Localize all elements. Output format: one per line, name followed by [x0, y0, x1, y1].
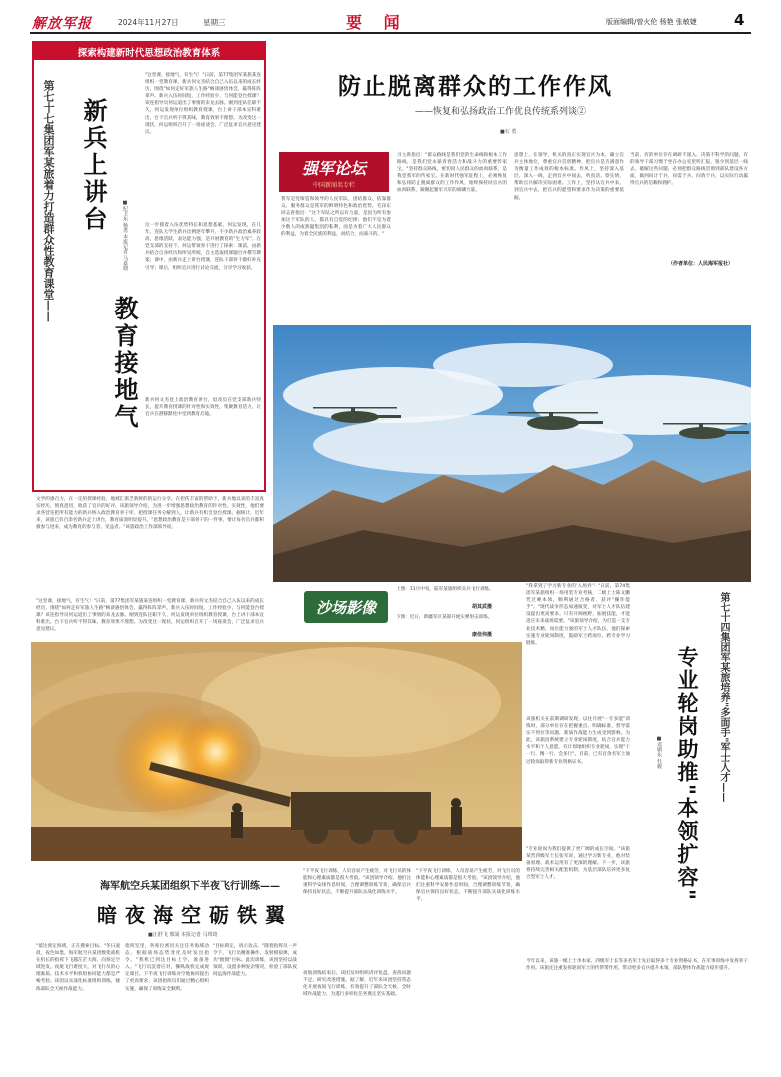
story1-body-col1: "这堂课，接地气，有生气！"日前，第77集团军某旅某连组织一堂教育课，新兵何文杰结合自己入伍以来的成长经历，围绕"如何走好军旅人生路"畅谈感悟体会，赢得阵阵掌声。新兵入伍时间短，工作经验少，与何能登台授课？该连指导员何运道出了事情的来龙去脉。刚到连队任职不久，何运发现单位组织教育授课，台上讲干部本宣科难出，台下官兵听不得其味，教育效果不理想。为改变这一现状，何运组织召开了一场座谈会，广泛征求官兵意见建议。 — [145, 73, 261, 135]
story4-body-col2: 指挥室里，各席位密切关注任务海域动态，根据战场态势变化及时发出指令。"我机已到达目标上空，准备进入。"飞行员沉着应对，操纵战机完成规定课目。下半夜飞行训练对空地协同提出了更高要求，该团指挥员们通过精心组织实施，确保了训练安全顺利。 — [125, 944, 209, 992]
story3-byline: ■邓朝东 杜毅 — [656, 736, 662, 769]
helicopter-photo — [273, 325, 751, 582]
story2-subtitle: ——恢复和弘扬政治工作优良传统系列谈② — [415, 107, 587, 117]
column-logo-sub: 中国新闻名专栏 — [312, 182, 355, 189]
story4-body-col4: "下半夜飞行训练，人员容易产生疲劳，对飞行员的体能和心理素质都是很大考验。"该团领导介绍，他们注重科学安排作息时间，合理调整训练节奏，确保官兵保持良好状态，不断提升部队实战化训练水平。 — [303, 869, 411, 896]
story2-body-col2: 习主席指出："群众路线是我们党的生命线和根本工作路线，是我们党永葆青春活力和战斗力的重要传家宝。"坚持群众路线，密切同人民群众的血肉联系，是我党我军的传家宝。在新时代强军征程上，必须恢复和弘扬防止脱离群众的工作作风，始终保持同官兵的血肉联系，凝聚起强军兴军的磅礴力量。 — [397, 153, 507, 194]
story1-headline-a: 新兵上讲台 — [79, 98, 108, 233]
story1-body-col2: 这一步摸着入伍优势特长和思想基础，何运发现，在几年，连队大学生新兵比例逐年攀升，不少新兵政治素养较高，思维活跃，表达能力强，是开展教育的"生力军"。在党支部的支持下，何运带领骨干进行了探索：课前，由新兵结合自身经历和所见所闻，自主选取授课题目并撰写教案；课中，由新兵走上讲台授课，连队干部骨干做好补充引导；课后，组织官兵进行讨论交流，分享学习收获。 — [145, 223, 261, 271]
artillery-photo — [31, 642, 522, 861]
story1-headline-b: 教育接地气 — [110, 296, 139, 431]
story4-body-col6: "下半夜飞行训练，人员容易产生疲劳，对飞行员的体能和心理素质都是很大考验。"该团领导介绍，他们注重科学安排作息时间，合理调整训练节奏，确保官兵保持良好状态，不断提升部队实战化训练水平。 — [416, 869, 520, 903]
story2-author: （作者单位：人民海军报社） — [668, 261, 734, 267]
column-logo — [279, 152, 389, 192]
issue-date: 2024年11月27日 — [118, 18, 179, 27]
issue-weekday: 星期三 — [203, 18, 226, 27]
story1-bottom-text: 文学的感召力，在一定的授课经验，地域汇渐乏新鲜的的运行分享。在担伤丰富的帮助下，新兵地以来的丰富真实经历，情真意切，收获了官兵的好评。该旅领导介绍，为进一步增强思想政治教育的针对性、实效性，他们要求各营连把所有能力的新兵纳入政治教育骨干库，把授课任务分解到人，让新兵有机会登台授课。据统计，近年来，该旅已有百余名新兵走上讲台，教育质效明显提升。"思想政治教育是干部骨干的一件事，要让每名官兵都积极参与进来，成为教育的参与者、受益者。"该旅政治工作部领导说。 — [36, 497, 264, 531]
story3-bottom-text: 今年以来，该旅一级上士李本家、四级军士长等多名军士先后取得多个专业资格证书，在军事训练中发挥骨干作用。该旅还注重发挥轮岗军士的传帮带作用，带动更多官兵提升本领，部队整体作战能力稳步提升。 — [526, 959, 748, 972]
story3-body-col2: 该旅机关在前期调研发现，以往开展"一专多能"训练时，部分单位存在把握重点、明确标准、督导落实不到位等问题，新质作战能力生成受到影响。为此，该旅因系统建立专业轮岗制度，结合官兵能力水平和个人意愿，有计划地组织专业轮岗，实现"干一行、精一行、会多行"。目前，已有百余名军士通过轮岗取得新专业资格证书。 — [526, 717, 630, 765]
heli-caption: 上图：11月中旬，陆军某旅组织实兵飞行训练。 — [396, 587, 494, 592]
newspaper-logo: 解放军报 — [32, 16, 92, 32]
story3-body-col3: "专业轮岗为我们提供了更广阔的成长空间。"该旅某营四级军士长张军说，通过学习新专业，他对装备原理、战术运用有了更深的理解。下一步，该旅将持续完善相关配套机制，为基层部队培养更多复合型军士人才。 — [526, 847, 630, 881]
page-number: 4 — [734, 11, 745, 29]
story4-body-col1: "抵达预定海域，正在搜索目标。"冬日凌晨，夜色如墨，海军航空兵某团数架战机在机长的指挥下飞越茫茫大海，向预定空域进发。夜航飞行难度大，对飞行员的心理素质、技术水平和机组协同能力都是严峻考验。该团以实战化标准组织训练，锤炼部队全天候作战能力。 — [36, 944, 120, 992]
story4-headline: 暗夜海空砺铁翼 — [97, 903, 293, 927]
story3-body-col1: "我拿到了学习新专业的'入场券'！"日前，第74集团军某旅组织一场用装专业考核，二级上士陈文鹏凭过硬本领，顺利通过合格者，获评"操作能手"。"现代战争形态加速演变，对军士人才队伍建设提出更高要求。只有开阔视野、拓展技能，才能适应未来战场需要。"该旅领导介绍，为打造一支专业技术精、岗位能力强的军士人才队伍，他们探索实施专业轮岗制度，鼓励军士跨岗位、跨专业学习锻炼。 — [526, 584, 630, 646]
story2-body-col1: 我军是党缔造和领导的人民军队，团结群众、依靠群众、服务群众是我军的鲜明特色和政治优势。毛泽东同志曾指出："这个军队之所以有力量，是因为所有参加这个军队的人，都具有自觉的纪律；他们不是为着少数人的或狭隘集团的私利，而是为着广大人民群众的利益，为着全民族的利益，而结合，而战斗的。" — [281, 197, 391, 238]
story2-body-col4: 当前，有的单位存在调研不深入、决策不科学的问题，有的领导干部习惯于坐在办公室里听汇报，很少到基层一线去。破解这些问题，必须把群众路线贯彻到部队建设各方面，做到问计于兵、问需于兵、问效于兵，以实际行动赢得官兵的信赖和拥护。 — [630, 153, 748, 187]
artillery-caption: 下图：近日，新疆军区某部开展实弹射击训练。 — [396, 615, 493, 620]
section-banner-text: 探索构建新时代思想政治教育体系 — [77, 48, 221, 59]
artillery-credit: 康佳伟摄 — [472, 632, 493, 638]
masthead-rule — [30, 32, 751, 34]
heli-credit: 胡其武摄 — [472, 604, 493, 610]
story1-body-col3: 新兵何文杰登上政治教育讲台，退改员在党支部新兵特长，提升教育授课的针对性和实效性，集聚教育活力，让官兵在潜移默化中受到教育启迪。 — [145, 398, 261, 418]
shachang-logo-text: 沙场影像 — [315, 599, 376, 617]
story3-kicker: 第七十四集团军某旅培养"多面手"军士人才—— — [718, 592, 729, 803]
story4-body-col3: "目标锁定，请示攻击。"随着指挥员一声令下，飞行员精准操作，发射模拟弹，成功"摧毁"目标。此次训练，该团坚持以战领训，设置多种复杂情况，检验了部队夜间远海作战能力。 — [213, 944, 297, 978]
story3-headline: 专业轮岗助推"本领扩容" — [675, 646, 700, 902]
column-logo-main: 强军论坛 — [301, 159, 366, 178]
story1-byline: ■纪卫东 杨勇 本报记者 马嘉瑭 — [122, 200, 128, 271]
story1-lower-text: "这堂课，接地气，有生气！"日前，第77集团军某旅某连组织一堂教育课，新兵何文杰结合自己入伍以来的成长经历，围绕"如何走好军旅人生路"畅谈感悟体会，赢得阵阵掌声。新兵入伍时间短，工作经验少，与何能登台授课？该连指导员何运道出了事情的来龙去脉。刚到连队任职不久，何运发现单位组织教育授课，台上讲干部本宣科难出，台下官兵听不得其味，教育效果不理想。为改变这一现状，何运组织召开了一场座谈会，广泛征求官兵意见建议。 — [36, 599, 264, 633]
section-title: 要 闻 — [346, 13, 408, 32]
story4-kicker: 海军航空兵某团组织下半夜飞行训练—— — [100, 881, 280, 892]
story2-title: 防止脱离群众的工作作风 — [338, 73, 613, 100]
page-editors: 版面编辑/曾火伦 杨艳 张敏婕 — [606, 18, 697, 26]
story4-body-col5: 夜航训练结束后，该团及时组织讲评复盘，查找问题不足，研究改进措施。据了解，近年来该团坚持常态化开展夜间飞行训练，有效提升了部队全天候、全时域作战能力，为遂行多样化任务奠定坚实基础。 — [303, 971, 411, 998]
story2-byline: ■石 勇 — [500, 129, 517, 135]
story2-body-col3: 思想上，在领导、机关的真正实现官兵为本，确立官兵主体地位，尊重官兵首创精神，把官兵是否满意作为衡量工作成效的根本标准。作风上，坚持深入基层、深入一线，走到官兵中间去，听真话、察实情，帮助官兵解决实际困难。工作上，坚持从官兵中来、到官兵中去，把官兵的愿望和要求作为决策的重要依据。 — [514, 153, 624, 201]
story1-kicker: 第七十七集团军某旅着力打造群众性教育课堂—— — [42, 80, 55, 322]
story4-byline: ■汪舒飞 邢闻 本报记者 马琪琦 — [148, 932, 218, 938]
